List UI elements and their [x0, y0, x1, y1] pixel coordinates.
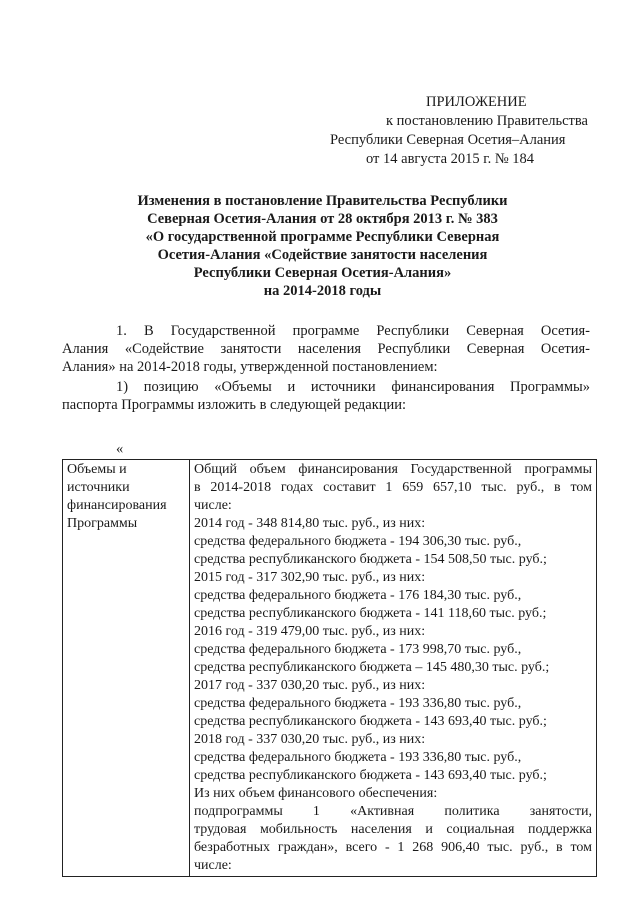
heading-line: Осетия-Алания «Содействие занятости населения [157, 247, 488, 263]
paragraph-1-line-3: Алания» на 2014-2018 годы, утвержденной постановлением: [62, 359, 438, 375]
document-heading [90, 192, 555, 300]
content-line: в 2014-2018 годах составит 1 659 657,10 тыс. руб., в том [193, 480, 592, 495]
content-line: 2016 год - 319 479,00 тыс. руб., из них: [193, 624, 426, 639]
table-row [63, 460, 597, 877]
appendix-line-3: от 14 августа 2015 г. № 184 [366, 151, 535, 167]
heading-line: Северная Осетия-Алания от 28 октября 2013 г. № 383 [147, 211, 498, 227]
content-line: средства республиканского бюджета – 145 480,30 тыс. руб.; [193, 660, 550, 675]
content-line: числе: [193, 498, 232, 513]
content-line: Из них объем финансового обеспечения: [193, 786, 438, 801]
content-line: средства республиканского бюджета - 141 118,60 тыс. руб.; [193, 606, 547, 621]
paragraph-1-line-1: 1. В Государственной программе Республики Северная Осетия- [116, 323, 590, 339]
label-line: Программы [67, 516, 138, 531]
paragraph-1-line-2: Алания «Содействие занятости населения Республики Северная Осетия- [62, 341, 590, 357]
label-line: источники [67, 480, 130, 495]
content-line: 2014 год - 348 814,80 тыс. руб., из них: [193, 516, 426, 531]
content-line: 2018 год - 337 030,20 тыс. руб., из них: [193, 732, 426, 747]
paragraph-2-line-2: паспорта Программы изложить в следующей редакции: [62, 397, 407, 413]
content-line: средства федерального бюджета - 193 336,80 тыс. руб., [193, 696, 522, 711]
paragraph-2-line-1: 1) позицию «Объемы и источники финансирования Программы» [116, 379, 590, 395]
opening-quote: « [116, 441, 124, 457]
content-line: средства федерального бюджета - 193 336,80 тыс. руб., [193, 750, 522, 765]
financing-table [62, 459, 597, 877]
appendix-title: ПРИЛОЖЕНИЕ [426, 94, 527, 110]
content-line: подпрограммы 1 «Активная политика занятости, [193, 804, 592, 819]
content-line: средства федерального бюджета - 173 998,70 тыс. руб., [193, 642, 522, 657]
label-line: Объемы и [67, 462, 127, 477]
appendix-line-2: Республики Северная Осетия–Алания [330, 132, 566, 148]
content-line: средства республиканского бюджета - 143 693,40 тыс. руб.; [193, 714, 547, 729]
table-cell-content [189, 460, 596, 877]
content-line: средства республиканского бюджета - 154 508,50 тыс. руб.; [193, 552, 547, 567]
content-line: средства федерального бюджета - 194 306,30 тыс. руб., [193, 534, 522, 549]
content-line: Общий объем финансирования Государственной программы [193, 462, 592, 477]
heading-line: Республики Северная Осетия-Алания» [193, 265, 452, 281]
content-line: 2017 год - 337 030,20 тыс. руб., из них: [193, 678, 426, 693]
content-line: числе: [193, 858, 232, 873]
appendix-line-1: к постановлению Правительства [386, 113, 588, 129]
table-cell-label [63, 460, 190, 877]
content-line: средства федерального бюджета - 176 184,30 тыс. руб., [193, 588, 522, 603]
heading-line: Изменения в постановление Правительства Республики [137, 193, 508, 209]
content-line: трудовая мобильность населения и социальная поддержка [193, 822, 592, 837]
label-line: финансирования [67, 498, 167, 513]
heading-line: на 2014-2018 годы [263, 283, 382, 299]
heading-line: «О государственной программе Республики Северная [145, 229, 500, 245]
content-line: 2015 год - 317 302,90 тыс. руб., из них: [193, 570, 426, 585]
content-line: безработных граждан», всего - 1 268 906,40 тыс. руб., в том [193, 840, 592, 855]
content-line: средства республиканского бюджета - 143 693,40 тыс. руб.; [193, 768, 547, 783]
